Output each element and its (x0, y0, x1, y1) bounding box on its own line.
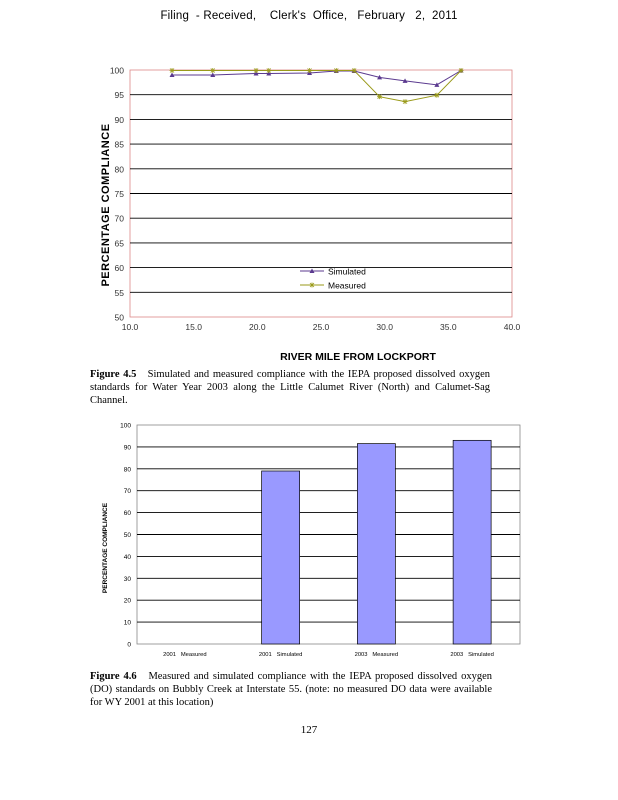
y-tick-label: 60 (123, 510, 131, 518)
page-number: 127 (300, 724, 318, 736)
figure-4-5-caption (90, 368, 490, 407)
data-point-measured (352, 68, 357, 73)
y-tick-label: 50 (114, 312, 124, 323)
legend-marker (310, 283, 315, 288)
figure-4-6-caption (90, 670, 492, 709)
caption-label: Figure 4.6 (90, 671, 137, 682)
x-tick-label: 2003 Simulated (450, 652, 494, 658)
x-tick-label: 15.0 (185, 322, 202, 332)
x-tick-label: 2001 Simulated (258, 652, 303, 658)
x-axis-label: RIVER MILE FROM LOCKPORT (280, 351, 436, 363)
y-tick-label: 70 (114, 213, 124, 224)
data-point-measured (459, 68, 464, 73)
y-tick-label: 80 (114, 164, 124, 175)
y-tick-label: 0 (127, 641, 131, 649)
y-tick-label: 100 (120, 422, 131, 430)
bar (262, 471, 300, 644)
x-tick-label: 35.0 (440, 322, 457, 332)
bar (453, 440, 491, 644)
y-tick-label: 30 (123, 575, 131, 583)
chart-legend (300, 267, 366, 291)
data-point-measured (403, 99, 408, 104)
line-chart-compliance (95, 60, 525, 365)
filing-header: Filing - Received, Clerk's Office, February 2, 2011 (160, 10, 458, 22)
x-tick-label: 40.0 (503, 322, 521, 332)
data-point-measured (434, 93, 439, 98)
y-tick-label: 40 (123, 553, 131, 561)
y-tick-label: 65 (114, 238, 124, 249)
caption-text: Simulated and measured compliance with the IEPA proposed dissolved oxygen standards for Water Year 2003 along the Little Calumet River (North) and Calumet-Sag Channel. (90, 369, 490, 406)
y-tick-label: 20 (123, 597, 131, 605)
y-tick-label: 80 (123, 466, 131, 474)
y-tick-label: 100 (109, 65, 124, 76)
legend-label: Measured (328, 280, 366, 291)
y-tick-label: 10 (123, 619, 131, 627)
y-axis-label: PERCENTAGE COMPLIANCE (102, 502, 109, 594)
x-tick-label: 2001 Measured (163, 652, 207, 658)
data-point-measured (334, 68, 339, 73)
x-tick-label: 30.0 (376, 322, 393, 332)
data-point-measured (266, 68, 271, 73)
data-point-measured (377, 94, 382, 99)
legend-label: Simulated (328, 266, 366, 277)
x-tick-label: 20.0 (249, 322, 266, 332)
caption-label: Figure 4.5 (90, 369, 137, 380)
y-tick-label: 70 (123, 488, 131, 496)
x-tick-label: 2003 Measured (354, 652, 399, 658)
y-tick-label: 90 (114, 114, 124, 125)
y-tick-label: 95 (114, 90, 124, 101)
y-axis-label: PERCENTAGE COMPLIANCE (100, 123, 112, 287)
y-tick-label: 85 (114, 139, 124, 150)
data-point-measured (210, 68, 215, 73)
y-tick-label: 90 (123, 444, 131, 452)
data-point-measured (254, 68, 259, 73)
x-tick-label: 25.0 (312, 322, 330, 332)
y-tick-label: 60 (114, 263, 124, 274)
y-tick-label: 55 (114, 287, 124, 298)
y-tick-label: 75 (114, 189, 124, 199)
data-point-measured (307, 68, 312, 73)
caption-text: Measured and simulated compliance with the IEPA proposed dissolved oxygen (DO) standards on Bubbly Creek at Interstate 55. (note: no measured DO data were available for WY 2001 at this location) (90, 671, 492, 708)
x-tick-label: 10.0 (121, 322, 139, 332)
y-tick-label: 50 (123, 532, 131, 539)
data-point-measured (170, 68, 175, 73)
bar-chart-compliance (95, 418, 535, 663)
series-line-simulated (172, 70, 461, 84)
bar (357, 444, 395, 644)
